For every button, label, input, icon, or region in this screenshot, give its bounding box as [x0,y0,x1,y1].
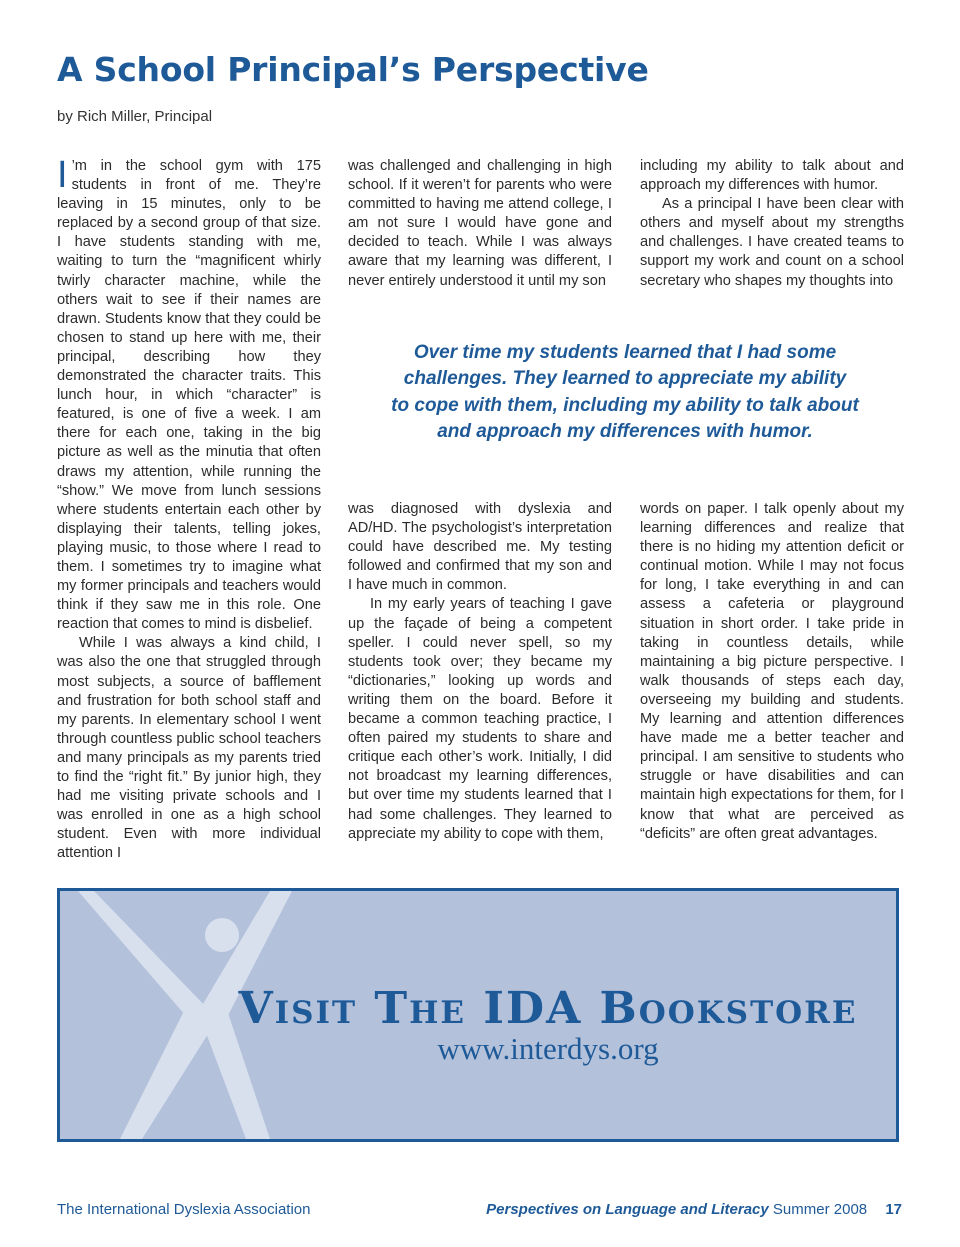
paragraph-text: ’m in the school gym with 175 students in front of me. They’re leaving in 15 minutes, only to be replaced by a second group of that size. I have students standing with me, waiting to turn the “magnificent whirly twirly character machine, while the others wait to see if their names are drawn. Students know that they could be chosen to stand up here with me, their principal, describing how they demonstrated the character traits. This lunch hour, in which “character” is featured, is one of five a week. I am there for each one, taking in the big picture as well as the minutia that often draws my attention, while running the “show.” We move from lunch sessions where students entertain each other by displaying their talents, telling jokes, playing music, to those where I read to them. I sometimes try to imagine what my former principals and teachers would think if they saw me in this role. One reaction that comes to mind is disbelief. [57,158,321,633]
paragraph: was diagnosed with dyslexia and AD/HD. The psychologist’s interpretation could have described me. My testing followed and confirmed that my son and I have much in common. [348,501,612,594]
pull-quote-line: challenges. They learned to appreciate my ability [403,368,847,390]
paragraph: was challenged and challenging in high school. If it weren’t for parents who were committed to having me attend college, I am not sure I would have gone and decided to teach. While I was always aware that my learning was different, I never entirely understood it until my son [348,158,612,289]
page-number: 17 [885,1201,902,1218]
article-title: A School Principal’s Perspective [57,50,649,89]
column-1 [57,154,321,863]
footer-organization: The International Dyslexia Association [57,1201,311,1218]
pull-quote-line: Over time my students learned that I had some [413,342,837,363]
ad-title: Visit The IDA Bookstore [238,983,858,1034]
column-2-top [348,157,612,291]
paragraph: While I was always a kind child, I was also the one that struggled through most subjects, a source of bafflement and frustration for both school staff and my parents. In elementary school I went through countless public school teachers and many principals as my parents tried to find the “right fit.” By junior high, they had me visiting private schools and I was enrolled in one as a high school student. Even with more individual attention I [57,635,321,862]
pull-quote-line: to cope with them, including my ability to talk about [391,394,859,416]
footer-issue: Summer 2008 [772,1201,868,1218]
column-3-top [640,157,904,291]
paragraph: As a principal I have been clear with others and myself about my strengths and challenges. I have created teams to support my work and count on a school secretary who shapes my thoughts into [640,196,904,289]
bookstore-ad-banner[interactable] [57,888,899,1142]
byline: by Rich Miller, Principal [57,108,213,125]
paragraph: In my early years of teaching I gave up the façade of being a competent speller. I could never spell, so my students took over; they became my “dictionaries,” looking up words and writing them on the board. Before it became a common teaching practice, I often paired my students to share and critique each other’s work. Initially, I did not broadcast my learning differences, but over time my students learned that I had some challenges. They learned to appreciate my ability to cope with them, [348,596,612,842]
pull-quote [340,340,910,445]
column-2-bottom [348,500,612,844]
footer-journal-info [486,1201,902,1218]
drop-cap: I [57,154,68,196]
paragraph [57,154,321,634]
pull-quote-line: and approach my differences with humor. [437,420,813,442]
column-3-bottom [640,500,904,844]
paragraph: words on paper. I talk openly about my learning differences and realize that there is no hiding my attention deficit or continual motion. While I may not focus for long, I take everything in and can assess a cafeteria or playground situation in short order. I take pride in taking in countless details, while maintaining a big picture perspective. I walk thousands of steps each day, overseeing my building and students. My learning and attention differences have made me a better teacher and principal. I am sensitive to students who struggle or have disabilities and can maintain high expectations for them, for I know that what are perceived as “deficits” are often great advantages. [640,501,904,842]
paragraph: including my ability to talk about and approach my differences with humor. [640,158,904,194]
footer-journal: Perspectives on Language and Literacy [486,1201,769,1218]
ad-url-link[interactable]: www.interdys.org [437,1031,659,1066]
